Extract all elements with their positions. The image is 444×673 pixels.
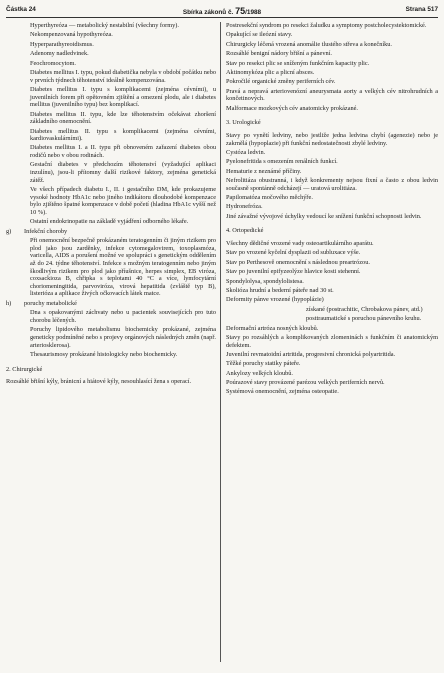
list-item: Spondylolysa, spondylolistesa. [226, 277, 304, 285]
list-item: Papilomatóza močového měchýře. [226, 194, 313, 202]
section-heading: 3. Urologické [226, 119, 261, 127]
page-header [6, 6, 438, 16]
list-item: Pyelonefritida s omezením renálních funkcí. [226, 158, 338, 166]
list-item: Feochromocytom. [30, 59, 76, 67]
list-item: Hyperthyreóza — metabolický nestabilní (všechny formy). [30, 22, 179, 29]
list-item: Stav po vrozené kyčelní dysplazii od subluxace výše. [226, 249, 361, 257]
list-item: Chirurgicky léčená vrozená anomálie tlustého střeva a konečníku. [226, 40, 392, 48]
list-item: Diabetes mellitus I. a II. typu při obnoveném zařazení diabetes obou rodičů nebo v obou rodinách. [30, 144, 216, 160]
subsection-label: g) [6, 227, 12, 235]
section-heading: 4. Ortopedické [226, 227, 264, 235]
subsection-g [6, 228, 216, 236]
list-item: získané (postrachitic, Chrobakova pánev, atd.) [306, 305, 423, 313]
law-number: 75 [235, 6, 246, 16]
collection-title [6, 6, 438, 16]
collection-prefix: Sbírka zákonů č. [182, 9, 234, 16]
list-item: Nefrolitiáza obustranná, i když konkrementy nejsou fixní a často z obou ledvin současně spontánně odcházejí — uratová urolitiáza. [226, 177, 438, 192]
list-item: Diabetes mellitus II. typu, kde lze těhotenstvím očekávat zhoršení základního onemocnění. [30, 110, 216, 126]
list-item: Jiné závažné vývojové úchylky vedoucí ke snížení funkční schopnosti ledvin. [226, 212, 422, 220]
section-heading: 2. Chirurgické [6, 365, 43, 373]
page-number: Strana 517 [405, 6, 438, 13]
list-item: Opakující se ileózní stavy. [226, 31, 293, 39]
list-item: posttraumatické s poruchou pánevního kruhu. [306, 315, 422, 323]
list-item: Rozsáhlé benigní nádory břišní a pánevní. [226, 50, 332, 58]
column-divider [220, 22, 221, 662]
list-item: Ve všech případech diabetu I., II. i gestačního DM, kde prokazujeme vysoké hodnoty HbA1c nebo jiného indikátoru dlouhodobé kompenzace bylo zjištěno špatné kompenzace v době početí (hladina HbA1c vyšší než 10 %). [30, 186, 216, 216]
left-column [6, 22, 216, 387]
list-item: Stav po Perthesově onemocnění s následnou preartrózou. [226, 258, 370, 266]
subsection-title: Infekční choroby [24, 227, 68, 235]
list-item: Diabetes mellitus II. typu s komplikacemi (zejména cévními, kardiovaskulárními). [30, 127, 216, 143]
list-item: Malformace mozkových cév anatomicky prokázané. [226, 104, 359, 112]
list-item: Při onemocnění bezpečně prokázaném teratogenním či jiným rizikem pro plod jako jsou zarděnky, infekce cytomegalovirem, toxoplasmóza, varicella, AIDS a porušení možné ve spolupráci s genetickým oddělením až do 24. týdne těhotenství. Infekce s možným teratogenním nebo jiným škodlivým rizikem pro plod jako příušnice, herpes simplex, EB viróza, coxsackioza B, chřipka s teplotami 40 °C a více, lymfocytární choriomeningitida, parvoviróza, virová hepatitida (zvláště typ B), listerióza a aplikace živých očkovacích látek matce. [30, 237, 216, 298]
list-item: Thesaurismosy prokázané histologicky nebo biochemicky. [30, 350, 178, 358]
list-item: Dna s opakovanými záchvaty nebo u pacientek souvisejících pro tuto chorobu léčených. [30, 309, 216, 324]
list-item: Diabetes mellitus I. typu s komplikacemi (zejména cévními), u juvenilních forem při opětovném zjištění a omezení plodu, ale i diabetes mellitus (juvenilního typu) bez komplikací. [30, 85, 216, 109]
list-item: Adenomy nadledvinek. [30, 50, 89, 58]
list-item: Juvenilní revmatoidní artritida, progresivní chronická polyartritida. [226, 350, 396, 358]
list-item: Poúrazové stavy provázené parézou velkých periferních nervů. [226, 379, 385, 387]
list-item: Aktinomykóza plic a plicní absces. [226, 68, 315, 76]
list-item: Ostatní endokrinopatie na základě vyjádření odborného lékaře. [30, 218, 189, 226]
list-item: Diabetes mellitus I. typu, pokud diabetička nebyla v období počátku nebo v prvních týdnech těhotenství ideálně kompenzována. [30, 68, 216, 84]
list-item: Nekompenzovaná hypothyreóza. [30, 31, 113, 39]
list-item: Pravá a nepravá arteriovenózní aneurysmata aorty a velkých cév nitrohrudních a končetinových. [226, 87, 438, 103]
list-item: Hyperparathyreoidismus. [30, 40, 94, 48]
list-item: Deformity pánve vrozené (hypoplázie) [226, 296, 324, 304]
list-item: Stavy po vynětí ledviny, nebo jestliže jedna ledvina chybí (agenezie) nebo je zakrnělá (hypoplazie) při funkční nedostatečnosti zbylé ledviny. [226, 131, 438, 147]
list-item: Těžké poruchy statiky páteře. [226, 360, 301, 368]
list-item: Pokročilé organické změny periferních cév. [226, 78, 336, 86]
list-item: Všechny dědičné vrozené vady osteoartikulárního aparátu. [226, 240, 374, 248]
list-item: Systémová onemocnění, zejména osteopatie. [226, 388, 339, 396]
list-item: Deformační artróza nosných kloubů. [226, 324, 319, 332]
list-item: Postresekční syndrom po resekci žaludku a symptomy postcholecystektomické. [226, 22, 427, 29]
list-item: Stav po resekci plic se sníženým funkčním kapacity plic. [226, 59, 370, 67]
right-column [226, 22, 438, 398]
list-item: Gestační diabetes v předchozím těhotenství (vyžadující aplikaci inzulínu), jsou-li přítomny další rizikové faktory, zejména genetická zátěž. [30, 161, 216, 184]
header-divider [6, 17, 438, 18]
part-number: Částka 24 [6, 6, 36, 13]
subsection-label: h) [6, 299, 12, 307]
list-item: Stavy po rozsáhlých a komplikovaných zlomeninách s funkčním či anatomickým defektem. [226, 333, 438, 349]
list-item: Skolióza hrudní a bederní páteře nad 30 st. [226, 286, 334, 294]
list-item: Rozsáhlé břišní kýly, bránicní a hiátové kýly, nesouhlasící žena s operací. [6, 378, 192, 386]
list-item: Ankylozy velkých kloubů. [226, 369, 293, 377]
list-item: Poruchy lipidového metabolismu biochemicky prokázané, zejména geneticky podmíněné nebo s projevy orgánových následných změn (např. arteriosklerosa). [30, 326, 216, 349]
list-item: Stav po juvenilní epifyzeolýze hlavice kosti stehenní. [226, 268, 361, 276]
subsection-h [6, 300, 216, 308]
list-item: Cystóza ledvin. [226, 148, 266, 156]
subsection-title: poruchy metabolické [24, 299, 77, 307]
law-year: /1988 [245, 9, 262, 16]
list-item: Hydronefróza. [226, 203, 263, 211]
list-item: Hematurie z neznámé příčiny. [226, 167, 302, 175]
